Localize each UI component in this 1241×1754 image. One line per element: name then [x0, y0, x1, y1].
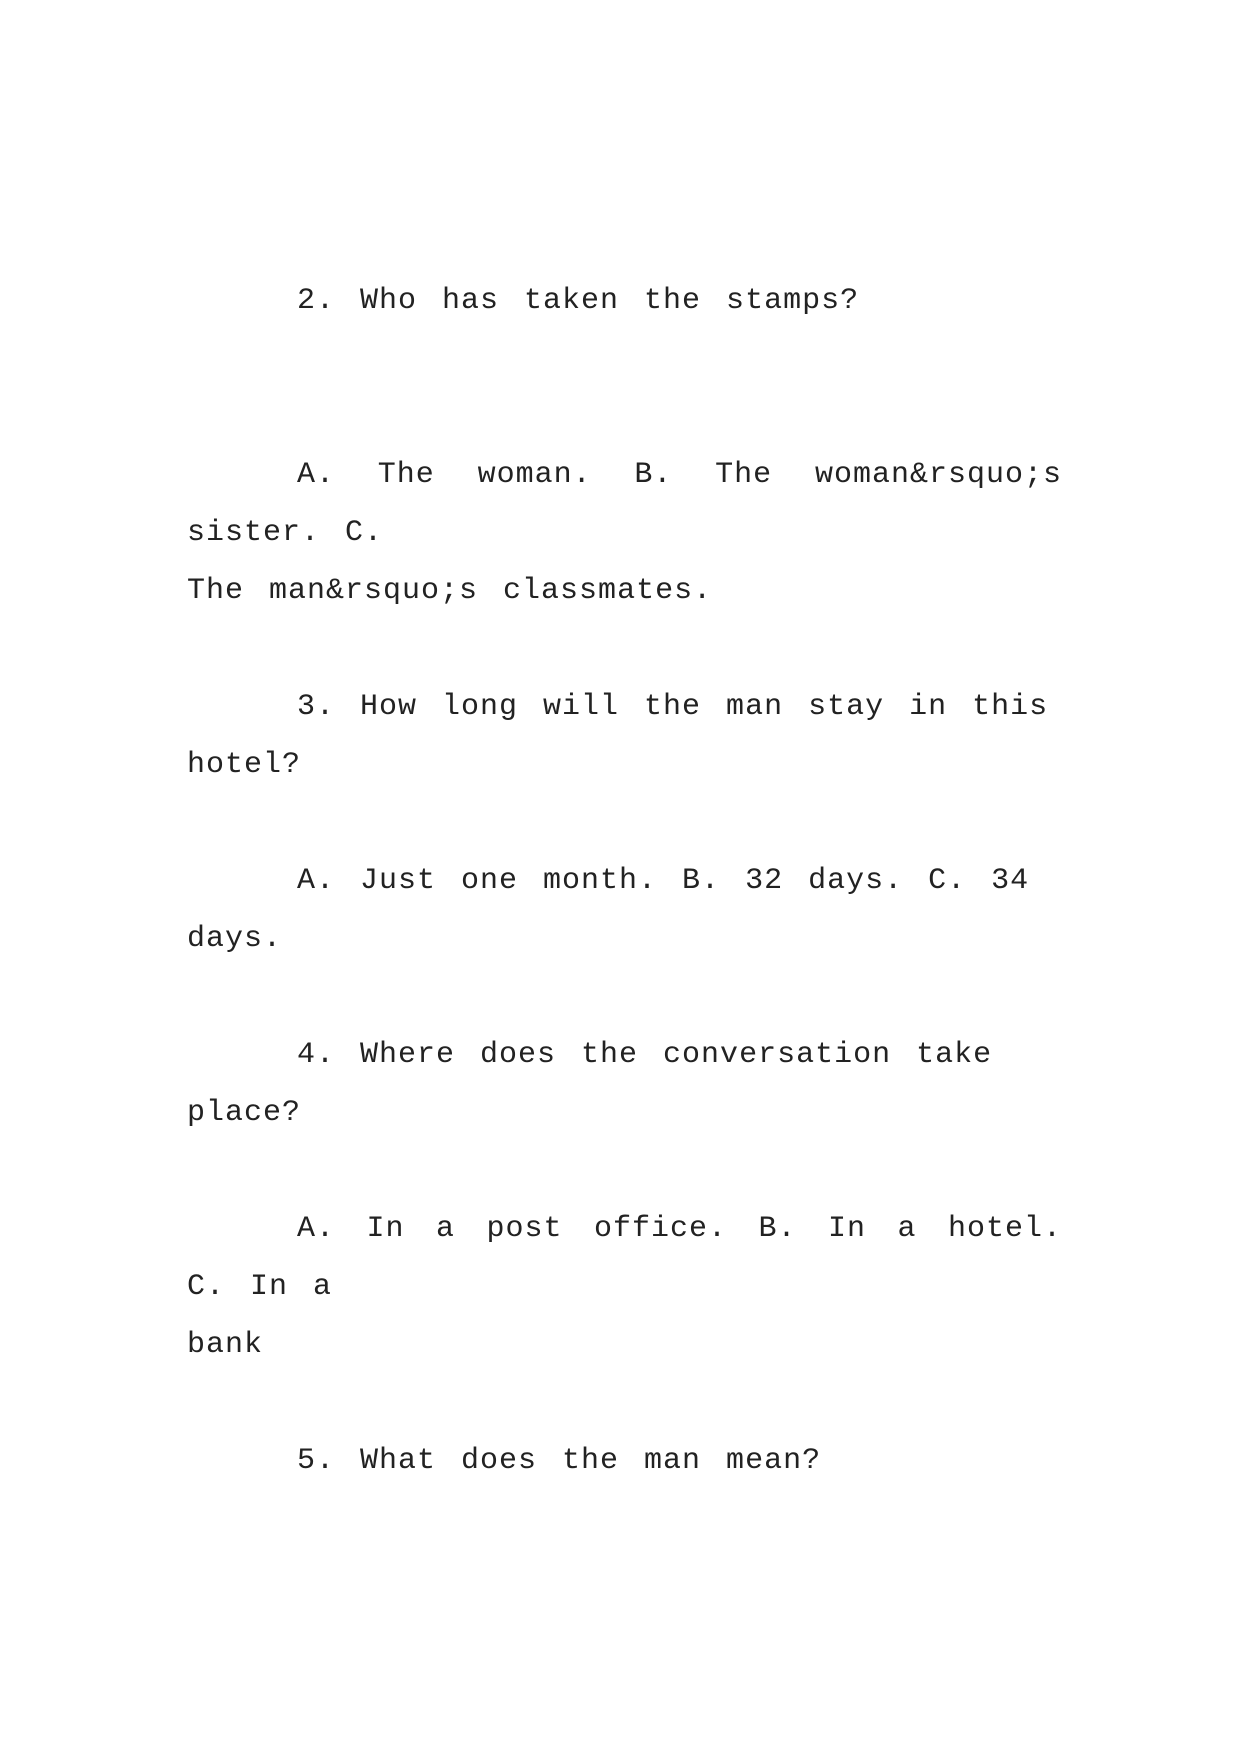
question-5: 5. What does the man mean? [297, 1444, 822, 1478]
question-4: 4. Where does the conversation take place? [187, 1038, 993, 1130]
question-3-options: A. Just one month. B. 32 days. C. 34 days. [187, 864, 1030, 956]
question-2-options [187, 446, 1062, 620]
question-2: 2. Who has taken the stamps? [297, 284, 860, 318]
question-2-options-line-1: A. The woman. B. The woman&rsquo;s sister. C. [187, 458, 1062, 550]
question-2-options-line-2: The man&rsquo;s classmates. [187, 574, 713, 608]
question-4-options [187, 1200, 1062, 1374]
question-4-options-line-1: A. In a post office. B. In a hotel. C. In a [187, 1212, 1062, 1304]
question-4-options-line-2: bank [187, 1328, 264, 1362]
question-3: 3. How long will the man stay in this hotel? [187, 690, 1049, 782]
